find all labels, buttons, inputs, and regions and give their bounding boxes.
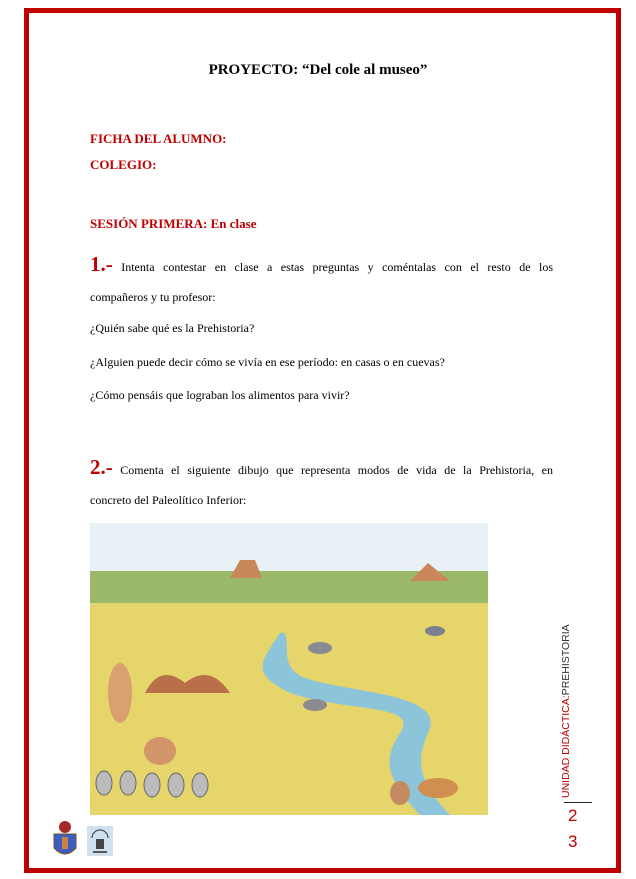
q1-line2: compañeros y tu profesor: (90, 290, 216, 304)
q1-text: Intenta contestar en clase a estas preguntas y coméntalas con el resto de los (121, 260, 553, 274)
q2-number: 2.- (90, 455, 113, 479)
page-title: PROYECTO: “Del cole al museo” (208, 62, 428, 78)
student-label: FICHA DEL ALUMNO: (90, 131, 227, 146)
q1-number: 1.- (90, 252, 113, 276)
question: ¿Alguien puede decir cómo se vivía en ese período: en casas o en cuevas? (90, 355, 445, 369)
school-logo (87, 826, 113, 856)
q1-line1 (90, 252, 553, 277)
q2-text: Comenta el siguiente dibujo que representa modos de vida de la Prehistoria, en (120, 463, 554, 477)
question: ¿Cómo pensáis que lograban los alimentos para vivir? (90, 388, 350, 402)
town-coat-of-arms-logo (52, 820, 78, 860)
q2-line1 (90, 455, 553, 480)
session-heading: SESIÓN PRIMERA: En clase (90, 216, 257, 231)
unit-sidebar-label (560, 624, 572, 798)
q2-line2: concreto del Paleolítico Inferior: (90, 493, 247, 507)
page-number-top: 2 (568, 806, 578, 825)
unit-label: UNIDAD DIDÁCTICA: (560, 695, 572, 798)
page-number-bottom: 3 (568, 832, 578, 851)
divider (564, 802, 592, 803)
school-label: COLEGIO: (90, 157, 157, 172)
unit-topic: PREHISTORIA (560, 624, 572, 696)
prehistory-illustration (90, 523, 488, 815)
question: ¿Quién sabe qué es la Prehistoria? (90, 321, 255, 335)
